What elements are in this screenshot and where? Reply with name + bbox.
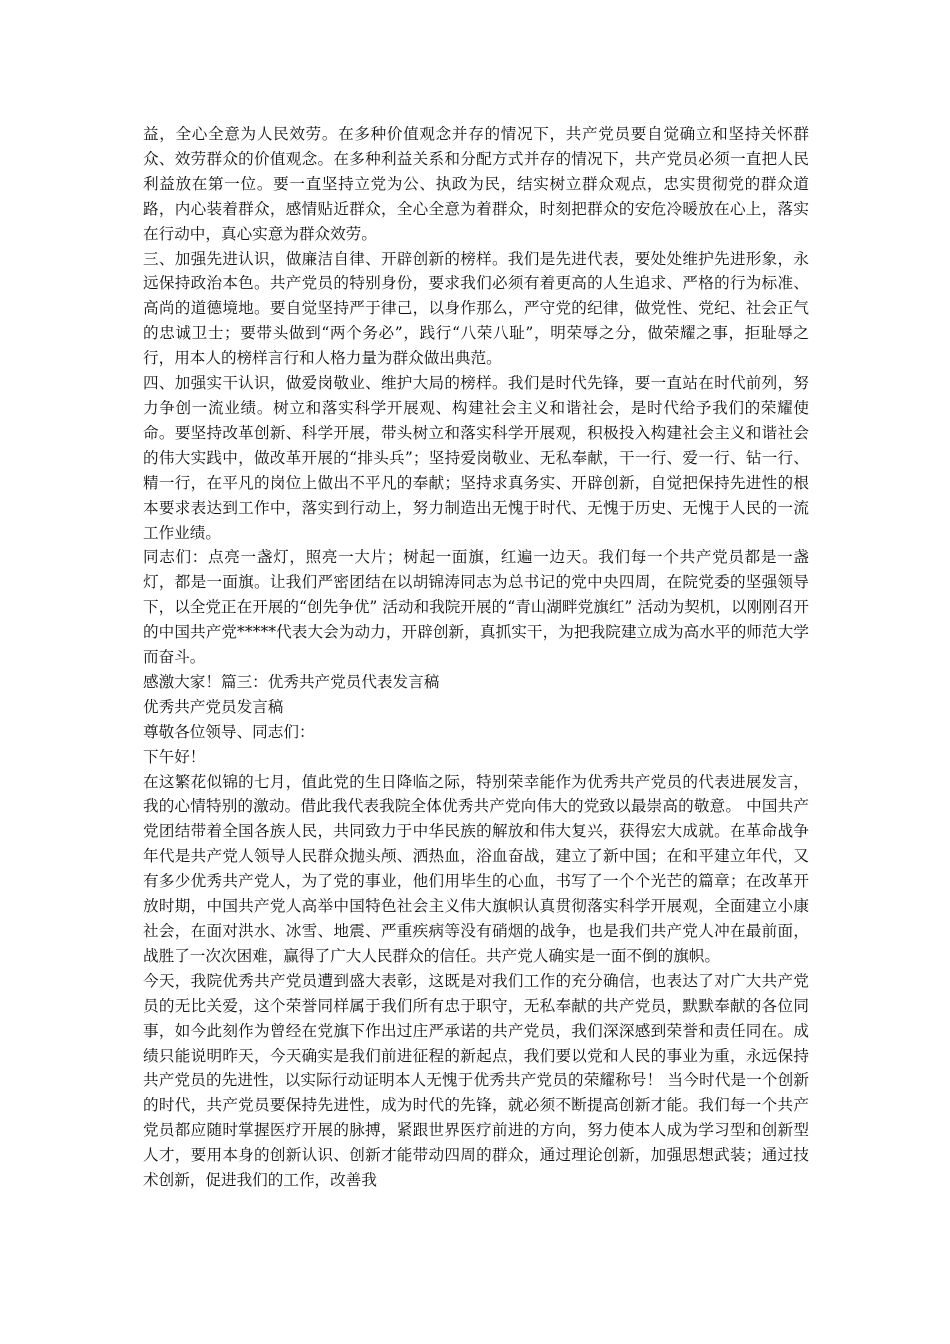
- paragraph-salutation: 尊敬各位领导、同志们：: [143, 722, 315, 741]
- paragraph-serve-the-people: 益，全心全意为人民效劳。在多种价值观念并存的情况下，共产党员要自觉确立和坚持关怀群众、效劳群众的价值观念。在多种利益关系和分配方式并存的情况下，共产党员必须一直把人民利益放在第一位。要一直坚持立党为公、执政为民，结实树立群众观点，忠实贯彻党的群众道路，内心装着群众，感情贴近群众，全心全意为着群众，时刻把群众的安危冷暖放在心上，落实在行动中，真心实意为群众效劳。: [143, 125, 809, 243]
- paragraph-thanks-and-part-three-title: 感激大家！篇三：优秀共产党员代表发言稿: [143, 672, 440, 691]
- document-body: [143, 122, 809, 1193]
- paragraph-section-four: 四、加强实干认识，做爱岗敬业、维护大局的榜样。我们是时代先锋，要一直站在时代前列，努力争创一流业绩。树立和落实科学开展观、构建社会主义和谐社会，是时代给予我们的荣耀使命。要坚持改革创新、科学开展，带头树立和落实科学开展观，积极投入构建社会主义和谐社会的伟大实践中，做改革开展的“排头兵”；坚持爱岗敬业、无私奉献，干一行、爱一行、钻一行、精一行，在平凡的岗位上做出不平凡的奉献；坚持求真务实、开辟创新，自觉把保持先进性的根本要求表达到工作中，落实到行动上，努力制造出无愧于时代、无愧于历史、无愧于人民的一流工作业绩。: [143, 374, 809, 542]
- paragraph-july-speech: 在这繁花似锦的七月，值此党的生日降临之际，特别荣幸能作为优秀共产党员的代表进展发言，我的心情特别的激动。借此我代表我院全体优秀共产党向伟大的党致以最崇高的敬意。 中国共产党团结带着全国各族人民，共同致力于中华民族的解放和伟大复兴，获得宏大成就。在革命战争年代是共产党人领导人民群众抛头颅、洒热血，浴血奋战，建立了新中国；在和平建立年代，又有多少优秀共产党人，为了党的事业，他们用毕生的心血，书写了一个个光芒的篇章；在改革开放时期，中国共产党人高举中国特色社会主义伟大旗帜认真贯彻落实科学开展观，全面建立小康社会，在面对洪水、冰雪、地震、严重疾病等没有硝烟的战争，也是我们共产党人冲在最前面，战胜了一次次困难，赢得了广大人民群众的信任。共产党人确实是一面不倒的旗帜。: [143, 772, 809, 965]
- paragraph-greeting: 下午好！: [143, 747, 206, 766]
- paragraph-today-honor: 今天，我院优秀共产党员遭到盛大表彰，这既是对我们工作的充分确信，也表达了对广大共产党员的无比关爱，这个荣誉同样属于我们所有忠于职守，无私奉献的共产党员，默默奉献的各位同事，如今此刻作为曾经在党旗下作出过庄严承诺的共产党员，我们深深感到荣誉和责任同在。成绩只能说明昨天，今天确实是我们前进征程的新起点，我们要以党和人民的事业为重，永远保持共产党员的先进性，以实际行动证明本人无愧于优秀共产党员的荣耀称号！ 当今时代是一个创新的时代，共产党员要保持先进性，成为时代的先锋，就必须不断提高创新才能。我们每一个共产党员都应随时掌握医疗开展的脉搏，紧跟世界医疗前进的方向，努力使本人成为学习型和创新型人才，要用本身的创新认识、创新才能带动四周的群众，通过理论创新，加强思想武装；通过技术创新，促进我们的工作，改善我: [143, 971, 809, 1190]
- paragraph-comrades: 同志们：点亮一盏灯，照亮一大片；树起一面旗，红遍一边天。我们每一个共产党员都是一盏灯，都是一面旗。让我们严密团结在以胡锦涛同志为总书记的党中央四周，在院党委的坚强领导下，以全党正在开展的“创先争优” 活动和我院开展的“青山湖畔党旗红” 活动为契机，以刚刚召开的中国共产党*****代表大会为动力，开辟创新，真抓实干，为把我院建立成为高水平的师范大学而奋斗。: [143, 548, 809, 667]
- paragraph-speech-title: 优秀共产党员发言稿: [143, 697, 284, 716]
- paragraph-section-three: 三、加强先进认识，做廉洁自律、开辟创新的榜样。我们是先进代表，要处处维护先进形象，永远保持政治本色。共产党员的特别身份，要求我们必须有着更高的人生追求、严格的行为标准、高尚的道德境地。要自觉坚持严于律己，以身作那么，严守党的纪律，做党性、党纪、社会正气的忠诚卫士；要带头做到“两个务必”，践行“八荣八耻”，明荣辱之分，做荣耀之事，拒耻辱之行，用本人的榜样言行和人格力量为群众做出典范。: [143, 249, 809, 368]
